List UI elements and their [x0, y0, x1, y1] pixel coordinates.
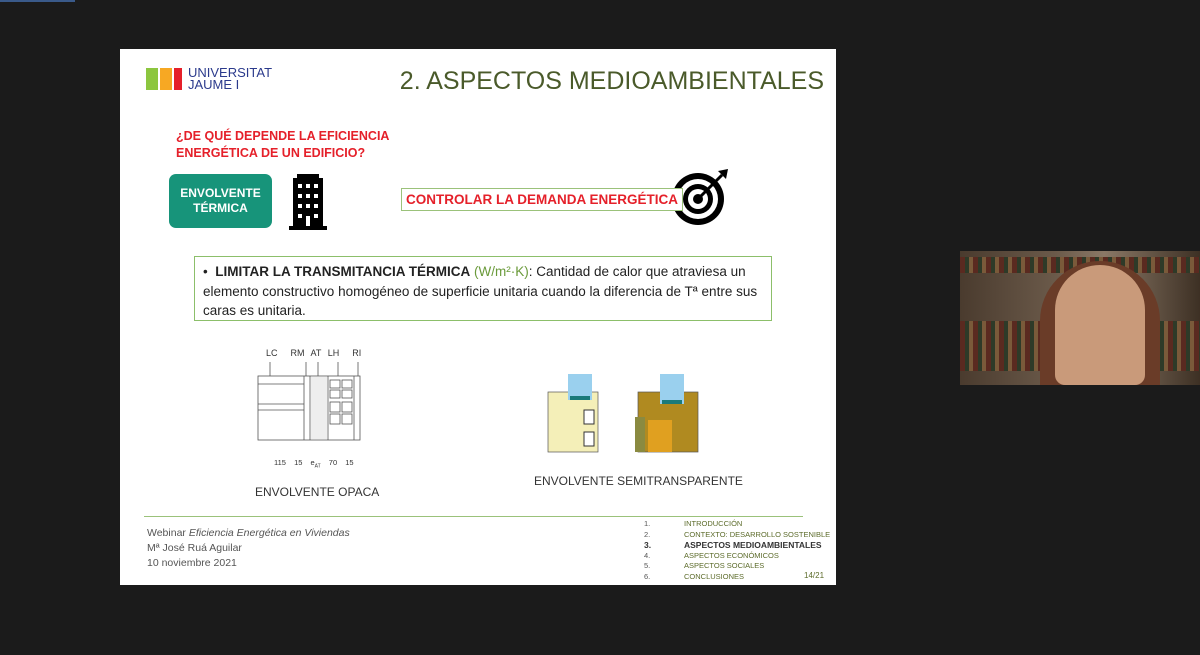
toc-title: CONCLUSIONES	[684, 571, 745, 581]
question-line: ¿DE QUÉ DEPENDE LA EFICIENCIA	[176, 129, 390, 143]
opaque-envelope-diagram	[256, 346, 366, 471]
toc-item	[644, 572, 830, 583]
toc-item	[644, 551, 830, 562]
footer-divider	[144, 516, 803, 517]
webinar-title: Eficiencia Energética en Viviendas	[188, 527, 350, 539]
layer-label: LH	[327, 348, 340, 358]
window-indicator	[0, 0, 75, 2]
dim-label: e	[310, 458, 315, 467]
logo-line1: UNIVERSITAT	[188, 65, 273, 80]
control-demand-label: CONTROLAR LA DEMANDA ENERGÉTICA	[401, 188, 683, 211]
layer-label: RM	[290, 348, 305, 358]
toc-number: 3.	[644, 540, 652, 550]
question-line: ENERGÉTICA DE UN EDIFICIO?	[176, 146, 366, 160]
author: Mª José Ruá Aguilar	[147, 542, 242, 554]
question	[176, 128, 389, 162]
toc-item-current	[644, 540, 830, 551]
toc-title: CONTEXTO: DESARROLLO SOSTENIBLE	[684, 529, 831, 539]
env-line: TÉRMICA	[193, 201, 248, 215]
speaker-face	[1055, 265, 1145, 385]
webinar-label: Webinar	[147, 527, 189, 539]
toc-item	[644, 561, 830, 572]
dim-label: AT	[314, 463, 321, 470]
toc-title: INTRODUCCIÓN	[684, 519, 743, 528]
toc-number: 5.	[644, 561, 651, 570]
toc-item	[644, 530, 830, 541]
footer-info	[147, 526, 350, 571]
dim-label: 15	[294, 458, 303, 467]
date: 10 noviembre 2021	[147, 557, 237, 569]
dim-label: 115	[274, 458, 286, 467]
toc-title: ASPECTOS SOCIALES	[684, 561, 765, 570]
presentation-slide	[120, 49, 836, 585]
bullet-heading: LIMITAR LA TRANSMITANCIA TÉRMICA	[215, 264, 471, 279]
envolvente-termica-box	[169, 174, 272, 228]
uji-logo	[146, 67, 272, 91]
layer-label: LC	[266, 348, 278, 358]
toc-title: ASPECTOS ECONÓMICOS	[684, 550, 779, 560]
logo-line2: JAUME I	[188, 77, 240, 92]
bullet-unit: (W/m²·K)	[473, 264, 529, 279]
toc-number: 4.	[644, 550, 651, 560]
table-of-contents	[644, 519, 830, 582]
dim-label: 15	[345, 458, 354, 467]
semitransparent-caption: ENVOLVENTE SEMITRANSPARENTE	[534, 474, 743, 488]
wall-section	[256, 360, 366, 450]
layer-label: RI	[352, 348, 362, 358]
toc-number: 2.	[644, 529, 651, 539]
env-line: ENVOLVENTE	[180, 186, 261, 200]
window-frame-sections	[540, 372, 710, 457]
bullet-text: : Cantidad de calor que atraviesa un elemento constructivo homogéneo de superficie unitaria cuando la diferencia de Tª entre sus caras es unitaria.	[203, 264, 758, 318]
transmitancia-bullet	[194, 256, 772, 321]
slide-title: 2. ASPECTOS MEDIOAMBIENTALES	[399, 67, 824, 95]
building-icon	[289, 174, 327, 230]
page-number: 14/21	[804, 571, 825, 580]
bullet-dot: •	[203, 264, 216, 279]
toc-title: ASPECTOS MEDIOAMBIENTALES	[684, 540, 822, 550]
toc-number: 6.	[644, 571, 651, 581]
opaque-caption: ENVOLVENTE OPACA	[255, 485, 380, 499]
dim-label: 70	[328, 458, 338, 467]
speaker-video-tile[interactable]	[960, 251, 1200, 385]
toc-item	[644, 519, 830, 530]
layer-label: AT	[310, 348, 322, 358]
toc-number: 1.	[644, 519, 651, 528]
